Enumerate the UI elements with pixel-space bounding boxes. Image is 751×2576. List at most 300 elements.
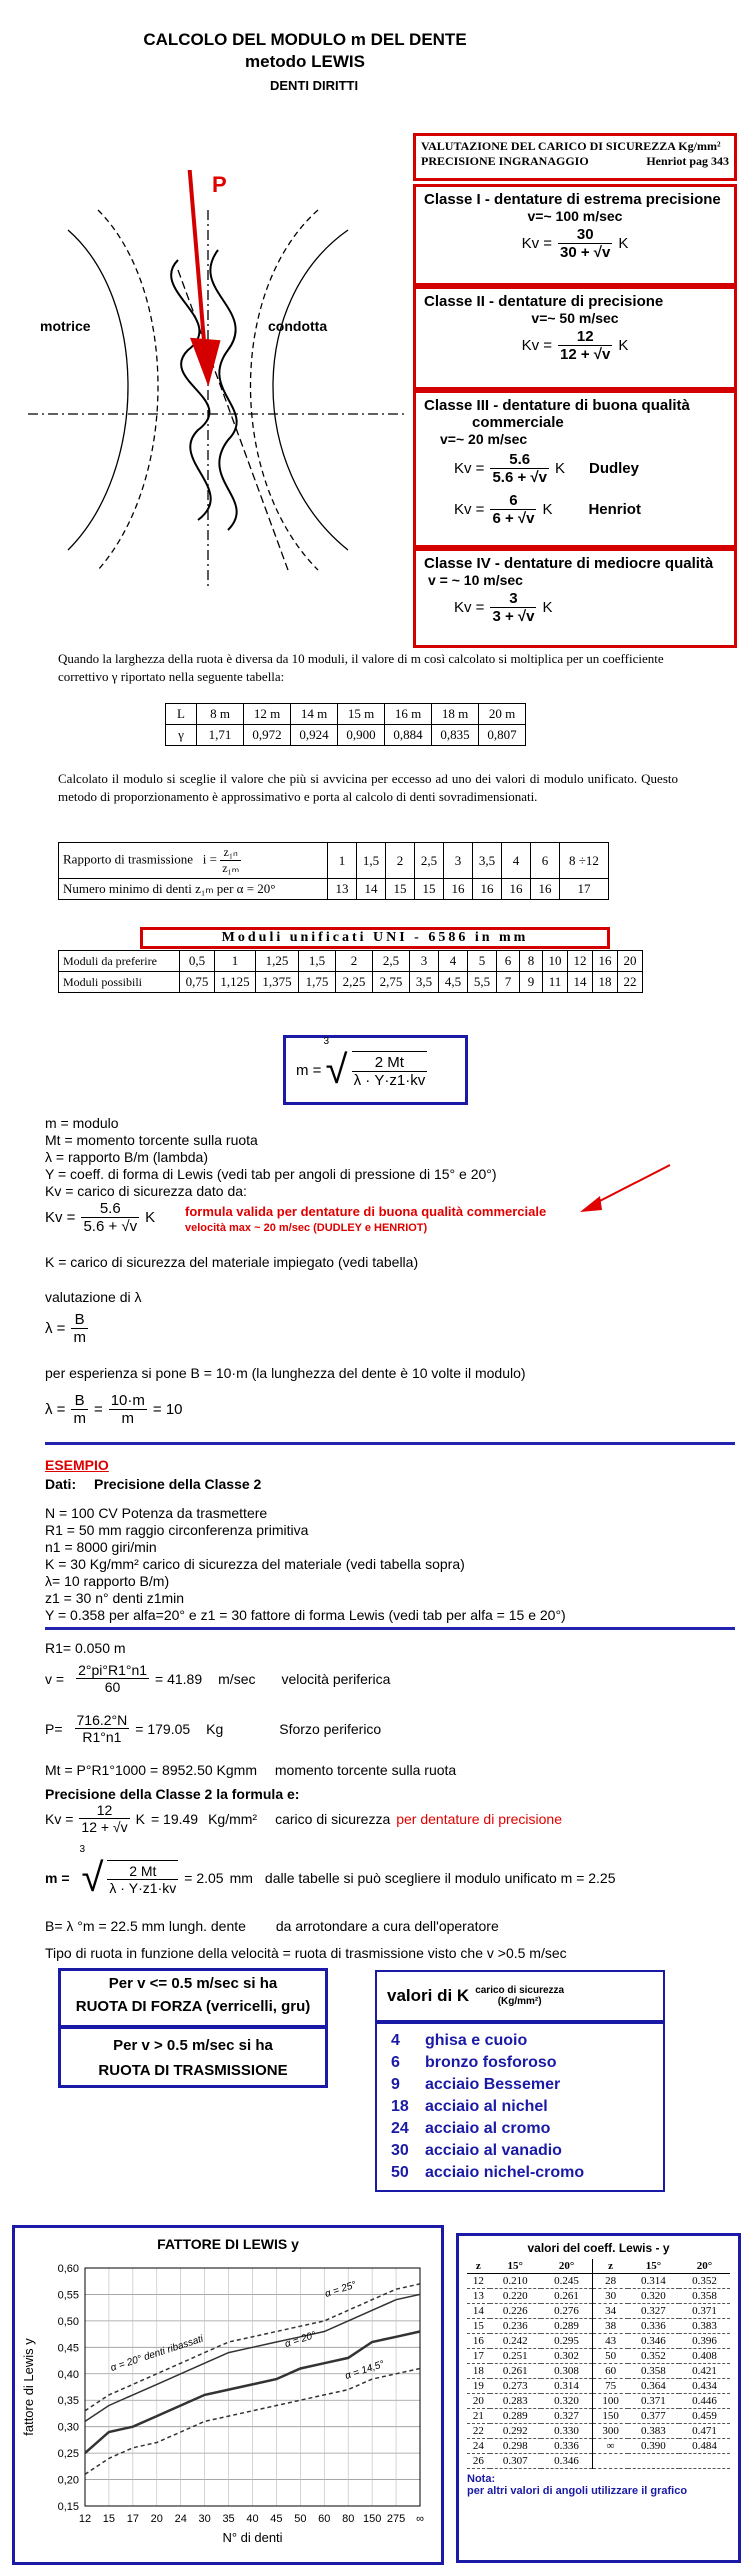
ratio-table [58, 842, 609, 900]
divider [45, 1442, 735, 1445]
k-box-title: valori di K [387, 1986, 470, 2005]
calc-mt: Mt = P°R1°1000 = 8952.50 Kgmm [45, 1762, 257, 1778]
gear-label-motrice: motrice [40, 318, 91, 334]
lambda-f-lhs: λ = [45, 1320, 66, 1337]
lewis-table-header-cell: z [467, 2259, 490, 2274]
lewis-table-cell: 0.390 [628, 2439, 679, 2454]
lewis-table-cell: 0.352 [679, 2274, 730, 2289]
x-tick-label: ∞ [416, 2513, 424, 2525]
kv-panel-ref: Henriot pag 343 [646, 154, 729, 168]
moduli-pref-cell: 4 [439, 951, 468, 972]
moduli-poss-cell: 14 [568, 972, 593, 993]
kv-class-4 [413, 548, 737, 648]
moduli-pref-cell: 2,5 [373, 951, 410, 972]
ratio-cell: 3 [444, 843, 473, 879]
lewis-table-cell: 0.320 [541, 2394, 593, 2409]
lewis-table-cell: 0.298 [490, 2439, 541, 2454]
calc-force [45, 1712, 381, 1745]
kv-definition [45, 1200, 155, 1235]
lambda-f2-d2: m [121, 1410, 135, 1427]
lewis-table-row [467, 2409, 730, 2424]
ratio-cell: 1 [328, 843, 357, 879]
calc-p-lhs: P= [45, 1720, 63, 1737]
force-label: P [212, 172, 227, 197]
lewis-table-cell: 13 [467, 2289, 490, 2304]
x-tick-label: 35 [222, 2513, 235, 2525]
calc-b-desc: da arrotondare a cura dell'operatore [275, 1918, 499, 1934]
moduli-pref-row [59, 951, 643, 972]
gamma-g-cell: 0,884 [385, 725, 432, 746]
kv-class-2-den: 12 + √v [560, 346, 611, 363]
moduli-pref-cell: 5 [468, 951, 497, 972]
ratio-cell: 2,5 [415, 843, 444, 879]
k-item-value: 18 [391, 2098, 409, 2115]
curve-label: α = 25° [323, 2279, 358, 2300]
calc-r1: R1= 0.050 m [45, 1640, 126, 1656]
min-teeth-cell: 13 [328, 879, 357, 900]
moduli-pref-cell: 0,5 [180, 951, 215, 972]
lewis-table-cell: 0.302 [541, 2349, 593, 2364]
lewis-table-cell: 0.307 [490, 2454, 541, 2469]
k-item-value: 30 [391, 2142, 409, 2159]
lewis-note-label: Nota: [467, 2473, 496, 2485]
lewis-table-cell: 24 [467, 2439, 490, 2454]
kv-class-3-title2: commerciale [472, 414, 564, 431]
main-formula-box [283, 1035, 468, 1105]
min-teeth-row [59, 879, 609, 900]
lambda-formula-2 [45, 1392, 183, 1427]
lewis-table-cell: 0.336 [541, 2439, 593, 2454]
min-teeth-cell: 15 [386, 879, 415, 900]
ratio-label-cell [59, 843, 328, 879]
force-arrow-head [193, 340, 218, 380]
lewis-table-cell: 0.314 [628, 2274, 679, 2289]
gamma-L-cell: 14 m [291, 704, 338, 725]
lewis-table-cell: 30 [593, 2289, 628, 2304]
moduli-pref-cell: 10 [543, 951, 568, 972]
min-teeth-cell: 16 [502, 879, 531, 900]
def-line: Kv = carico di sicurezza dato da: [45, 1183, 247, 1199]
k-item [391, 2096, 649, 2118]
lewis-table-cell: 0.242 [490, 2334, 541, 2349]
x-axis-label: N° di denti [222, 2530, 283, 2545]
min-teeth-cell: 15 [415, 879, 444, 900]
calc-p-desc: Sforzo periferico [279, 1720, 382, 1737]
calc-m-res: = 2.05 [184, 1870, 224, 1886]
calc-width [45, 1918, 499, 1934]
x-tick-label: 45 [270, 2513, 283, 2525]
kv-class-4-speed: v = ~ 10 m/sec [428, 572, 523, 588]
gamma-row-L [166, 704, 526, 725]
lewis-table-cell: 0.327 [541, 2409, 593, 2424]
kv-class-3-title: Classe III - dentature di buona qualità [424, 397, 690, 414]
ratio-cell: 8 ÷12 [560, 843, 609, 879]
lewis-table-cell: 0.396 [679, 2334, 730, 2349]
lewis-table-cell [628, 2454, 679, 2469]
k-item [391, 2030, 649, 2052]
moduli-poss-cell: 5,5 [468, 972, 497, 993]
esempio-dati [45, 1476, 261, 1492]
para-modulo-unificato: Calcolato il modulo si sceglie il valore che più si avvicina per eccesso ad uno dei valori di modulo unificato. Questo metodo di proporzionamento è approssimativo e porta al calcolo di denti sovradimensionati. [58, 771, 678, 804]
min-teeth-cell: 16 [531, 879, 560, 900]
lewis-table-cell: 19 [467, 2379, 490, 2394]
calc-p-res: = 179.05 [135, 1720, 191, 1737]
k-item-value: 4 [391, 2032, 400, 2049]
kv-class-3 [413, 390, 737, 548]
def-line: λ = rapporto B/m (lambda) [45, 1149, 209, 1165]
lewis-table-row [467, 2439, 730, 2454]
calc-kv-num: 12 [79, 1802, 129, 1819]
moduli-poss-cell: 4,5 [439, 972, 468, 993]
y-tick-label: 0,25 [57, 2448, 79, 2461]
calc-p-num: 716.2°N [76, 1712, 128, 1728]
ruota-forza-box [58, 1968, 328, 2028]
curve-label: α = 14,5° [343, 2358, 386, 2382]
lewis-table-title: valori del coeff. Lewis - y [527, 2241, 670, 2255]
lewis-table-header [467, 2259, 730, 2274]
lewis-table-header-cell: z [593, 2259, 628, 2274]
calc-m-num: 2 Mt [107, 1863, 178, 1880]
divider [45, 1627, 735, 1630]
moduli-poss-cell: 2,75 [373, 972, 410, 993]
gamma-row-g [166, 725, 526, 746]
calc-b: B= λ °m = 22.5 mm lungh. dente [45, 1918, 246, 1934]
gear-diagram-svg [28, 170, 408, 610]
lewis-table-cell: 0.320 [628, 2289, 679, 2304]
k-item [391, 2118, 649, 2140]
min-teeth-cell: 14 [357, 879, 386, 900]
y-tick-label: 0,40 [57, 2368, 79, 2381]
gamma-table [165, 703, 526, 746]
kv-class-4-lhs: Kv = [454, 599, 485, 616]
calc-tipo: Tipo di ruota in funzione della velocità = ruota di trasmissione visto che v >0.5 m/sec [45, 1945, 567, 1961]
lewis-table-row [467, 2424, 730, 2439]
moduli-pref-cell: 3 [410, 951, 439, 972]
moduli-pref-cell: 16 [593, 951, 618, 972]
lewis-table-cell: 0.471 [679, 2424, 730, 2439]
y-tick-label: 0,55 [57, 2289, 79, 2302]
lewis-chart-frame [12, 2225, 444, 2565]
lewis-table-row [467, 2304, 730, 2319]
ratio-formula-num: z₁ₙ [220, 845, 241, 861]
gamma-g-cell: 0,835 [432, 725, 479, 746]
lewis-table-row [467, 2334, 730, 2349]
calc-m-unit: mm [229, 1870, 253, 1886]
main-formula-lhs: m = [296, 1061, 322, 1079]
kv-class-2-num: 12 [558, 328, 612, 346]
esempio-title: ESEMPIO [45, 1457, 109, 1473]
main-formula-root-index: 3 [323, 1036, 329, 1047]
moduli-poss-label: Moduli possibili [59, 972, 180, 993]
lewis-chart-title: FATTORE DI LEWIS y [157, 2236, 299, 2252]
calc-v-desc: velocità periferica [281, 1670, 391, 1687]
lambda-formula [45, 1311, 88, 1346]
k-box-header [375, 1970, 665, 2022]
esempio-line: R1 = 50 mm raggio circonferenza primitiva [45, 1522, 309, 1538]
page-subtitle-2: DENTI DIRITTI [270, 78, 359, 93]
lambda-f2-res: = 10 [152, 1401, 183, 1418]
main-formula-den: λ · Y·z1·kv [353, 1072, 426, 1089]
lewis-table-cell: 26 [467, 2454, 490, 2469]
esempio-line: N = 100 CV Potenza da trasmettere [45, 1505, 268, 1521]
k-item-material: acciaio nichel-cromo [425, 2164, 585, 2181]
lewis-table-row [467, 2364, 730, 2379]
esempio-line: n1 = 8000 giri/min [45, 1539, 157, 1555]
kv-def-note1: formula valida per dentature di buona qualità commerciale [185, 1204, 547, 1219]
lewis-table-cell: ∞ [593, 2439, 628, 2454]
gamma-g-cell: 0,807 [479, 725, 526, 746]
calc-m-lhs: m = [45, 1870, 70, 1886]
kv-class-1-k: K [618, 235, 629, 252]
calc-torque [45, 1762, 456, 1778]
lewis-table-cell: 150 [593, 2409, 628, 2424]
gamma-L-cell: 20 m [479, 704, 526, 725]
kv-class-4-den: 3 + √v [492, 608, 535, 625]
ruota-trasm-box [58, 2026, 328, 2088]
ruota-forza-line2: RUOTA DI FORZA (verricelli, gru) [75, 1998, 311, 2015]
lewis-table-cell: 22 [467, 2424, 490, 2439]
k-item-value: 24 [391, 2120, 409, 2137]
kv-class-3-f2-lhs: Kv = [454, 501, 485, 518]
calc-m-root-index: 3 [79, 1844, 86, 1855]
calc-v-unit: m/sec [218, 1670, 256, 1687]
moduli-poss-cell: 11 [543, 972, 568, 993]
kv-panel-header [413, 133, 737, 181]
esempio-data-list [45, 1505, 566, 1624]
lewis-table-cell: 0.421 [679, 2364, 730, 2379]
k-item [391, 2052, 649, 2074]
lewis-table-cell: 0.371 [679, 2304, 730, 2319]
def-line: Mt = momento torcente sulla ruota [45, 1132, 258, 1148]
lewis-table-cell: 50 [593, 2349, 628, 2364]
kv-class-3-f1-den: 5.6 + √v [492, 469, 547, 486]
lewis-table-cell [679, 2454, 730, 2469]
kv-class-1 [413, 184, 737, 286]
k-item-material: acciaio al nichel [425, 2098, 548, 2115]
k-box-subtitle-2: (Kg/mm²) [497, 1996, 542, 2007]
ratio-formula-den: z₁ₘ [222, 861, 240, 875]
kv-class-3-f2-den: 6 + √v [492, 510, 535, 527]
lewis-table-cell: 0.346 [541, 2454, 593, 2469]
lambda-f2-eq: = [93, 1401, 103, 1418]
kv-def-k: K [145, 1209, 156, 1226]
x-tick-label: 150 [362, 2513, 382, 2525]
lewis-table-cell: 0.283 [490, 2394, 541, 2409]
lewis-table-cell: 0.289 [490, 2409, 541, 2424]
x-tick-label: 17 [126, 2513, 139, 2525]
lewis-table-row [467, 2319, 730, 2334]
lewis-table-row [467, 2349, 730, 2364]
lewis-table-header-cell: 15° [628, 2259, 679, 2274]
kv-class-3-f1-lhs: Kv = [454, 460, 485, 477]
calc-v-lhs: v = [45, 1670, 65, 1687]
lewis-table-cell: 28 [593, 2274, 628, 2289]
right-gear-outline-1 [273, 230, 348, 550]
tooth-profile-2 [210, 250, 236, 530]
lewis-chart-svg [15, 2258, 441, 2563]
lewis-table-cell: 12 [467, 2274, 490, 2289]
y-tick-label: 0,15 [57, 2501, 79, 2513]
kv-class-1-lhs: Kv = [521, 235, 553, 252]
gamma-L-cell: 12 m [244, 704, 291, 725]
calc-kv-unit: Kg/mm² [208, 1810, 258, 1827]
curve-label: α = 20° [283, 2329, 318, 2351]
lambda-f2-d1: m [73, 1410, 86, 1427]
moduli-poss-cell: 2,25 [336, 972, 373, 993]
kv-class-2-speed: v=~ 50 m/sec [531, 310, 619, 326]
k-item-material: acciaio al vanadio [425, 2142, 562, 2159]
k-item [391, 2074, 649, 2096]
lewis-table-cell: 0.330 [541, 2424, 593, 2439]
kv-class-2 [413, 286, 737, 390]
lewis-table-cell: 0.251 [490, 2349, 541, 2364]
y-tick-label: 0,20 [57, 2474, 79, 2487]
k-item-material: bronzo fosforoso [425, 2054, 557, 2071]
calc-module [45, 1844, 616, 1900]
lewis-table [467, 2259, 730, 2469]
kv-class-4-title: Classe IV - dentature di mediocre qualità [424, 555, 714, 572]
lewis-table-cell: 0.295 [541, 2334, 593, 2349]
gamma-g-cell: 1,71 [197, 725, 244, 746]
kv-class-3-f2-num: 6 [490, 492, 536, 510]
moduli-poss-cell: 1,375 [256, 972, 299, 993]
calc-kv-desc: carico di sicurezza [275, 1810, 391, 1827]
lewis-table-cell: 100 [593, 2394, 628, 2409]
gamma-g-cell: 0,924 [291, 725, 338, 746]
lewis-table-cell: 0.336 [628, 2319, 679, 2334]
kv-class-1-title: Classe I - dentature di estrema precisione [424, 191, 721, 208]
moduli-poss-cell: 22 [618, 972, 643, 993]
y-tick-label: 0,35 [57, 2395, 79, 2408]
main-formula-num: 2 Mt [352, 1054, 428, 1072]
lewis-table-cell: 300 [593, 2424, 628, 2439]
lewis-table-cell: 0.383 [628, 2424, 679, 2439]
gamma-L-cell: 15 m [338, 704, 385, 725]
min-teeth-label: Numero minimo di denti z₁ₘ per α = 20° [59, 879, 328, 900]
moduli-poss-cell: 1,125 [215, 972, 256, 993]
gamma-L-cell: 18 m [432, 704, 479, 725]
calc-v-res: = 41.89 [155, 1670, 203, 1687]
lewis-table-cell: 0.484 [679, 2439, 730, 2454]
page-title: CALCOLO DEL MODULO m DEL DENTE [143, 30, 467, 49]
moduli-poss-cell: 18 [593, 972, 618, 993]
lewis-table-frame [456, 2233, 741, 2563]
ratio-cell: 3,5 [473, 843, 502, 879]
kv-class-3-f1-num: 5.6 [490, 451, 549, 469]
curve-label: α = 20° denti ribassati [109, 2333, 205, 2374]
calc-m-den: λ · Y·z1·kv [109, 1880, 177, 1896]
kv-def-num: 5.6 [81, 1200, 139, 1218]
k-box-list [375, 2022, 665, 2192]
k-item-material: acciaio al cromo [425, 2120, 551, 2137]
sqrt-icon: √ [325, 1048, 348, 1092]
x-tick-label: 24 [174, 2513, 187, 2525]
gear-label-condotta: condotta [268, 318, 328, 334]
kv-def-lhs: Kv = [45, 1209, 76, 1226]
calc-prec: Precisione della Classe 2 la formula e: [45, 1786, 300, 1802]
esempio-line: λ= 10 rapporto B/m) [45, 1573, 170, 1589]
lambda-title: valutazione di λ [45, 1289, 142, 1305]
lewis-table-cell: 0.245 [541, 2274, 593, 2289]
lewis-table-cell: 0.327 [628, 2304, 679, 2319]
calc-m-root [79, 1844, 179, 1900]
lewis-table-cell: 20 [467, 2394, 490, 2409]
moduli-pref-label: Moduli da preferire [59, 951, 180, 972]
kv-class-3-f2-k: K [542, 501, 553, 518]
lewis-table-cell: 0.352 [628, 2349, 679, 2364]
lewis-table-cell: 17 [467, 2349, 490, 2364]
k-definition: K = carico di sicurezza del materiale impiegato (vedi tabella) [45, 1254, 419, 1270]
moduli-pref-cell: 12 [568, 951, 593, 972]
x-tick-label: 20 [150, 2513, 163, 2525]
x-tick-label: 60 [318, 2513, 331, 2525]
gamma-label-L: L [166, 704, 197, 725]
kv-class-3-f1-k: K [554, 460, 565, 477]
calc-kv-desc-red: per dentature di precisione [396, 1810, 563, 1827]
kv-class-1-speed: v=~ 100 m/sec [527, 208, 623, 224]
kv-class-1-den: 30 + √v [560, 244, 611, 261]
sqrt-icon: √ [81, 1856, 104, 1900]
x-tick-label: 40 [246, 2513, 259, 2525]
gamma-L-cell: 8 m [197, 704, 244, 725]
lewis-table-cell: 0.236 [490, 2319, 541, 2334]
calc-kv-res: = 19.49 [150, 1810, 199, 1827]
gamma-label-g: γ [166, 725, 197, 746]
tooth-profile-1 [171, 260, 211, 520]
k-item-material: ghisa e cuoio [425, 2032, 528, 2049]
lambda-f-num: B [71, 1311, 88, 1329]
gear-diagram [28, 170, 408, 610]
lewis-table-cell: 16 [467, 2334, 490, 2349]
moduli-pref-cell: 2 [336, 951, 373, 972]
kv-class-3-f1-who: Dudley [588, 460, 639, 477]
ruota-forza-line1: Per v <= 0.5 m/sec si ha [108, 1975, 278, 1992]
esempio-line: Y = 0.358 per alfa=20° e z1 = 30 fattore di forma Lewis (vedi tab per alfa = 15 e 20°) [45, 1607, 566, 1623]
lewis-table-cell: 34 [593, 2304, 628, 2319]
def-line: m = modulo [45, 1115, 119, 1131]
kv-def-den: 5.6 + √v [83, 1218, 138, 1235]
moduli-poss-row [59, 972, 643, 993]
lambda-f2-n1: B [71, 1392, 88, 1410]
lewis-table-cell [593, 2454, 628, 2469]
left-gear-outline-1 [68, 230, 128, 550]
gamma-g-cell: 0,972 [244, 725, 291, 746]
page-subtitle: metodo LEWIS [245, 52, 365, 71]
ratio-cell: 2 [386, 843, 415, 879]
esempio-line: K = 30 Kg/mm² carico di sicurezza del materiale (vedi tabella sopra) [45, 1556, 465, 1572]
moduli-pref-cell: 1,25 [256, 951, 299, 972]
kv-class-2-lhs: Kv = [521, 337, 553, 354]
ratio-label: Rapporto di trasmissione [63, 851, 193, 867]
moduli-table-title: Moduli unificati UNI - 6586 in mm [140, 927, 610, 949]
force-arrow-line [188, 170, 206, 365]
gamma-L-cell: 16 m [385, 704, 432, 725]
lewis-table-cell: 0.292 [490, 2424, 541, 2439]
moduli-pref-cell: 20 [618, 951, 643, 972]
esempio-dati-label: Dati: [45, 1476, 77, 1492]
calc-v-den: 60 [104, 1679, 121, 1695]
kv-class-4-k: K [542, 599, 553, 616]
ratio-row [59, 843, 609, 879]
lewis-table-cell: 0.276 [541, 2304, 593, 2319]
calc-m-desc: dalle tabelle si può scegliere il modulo unificato m = 2.25 [264, 1870, 616, 1886]
lewis-table-cell: 0.434 [679, 2379, 730, 2394]
moduli-poss-cell: 7 [497, 972, 520, 993]
kv-def-note2: velocità max ~ 20 m/sec (DUDLEY e HENRIOT) [185, 1222, 428, 1234]
lewis-table-cell: 0.289 [541, 2319, 593, 2334]
lewis-table-cell: 0.220 [490, 2289, 541, 2304]
x-tick-label: 80 [342, 2513, 355, 2525]
